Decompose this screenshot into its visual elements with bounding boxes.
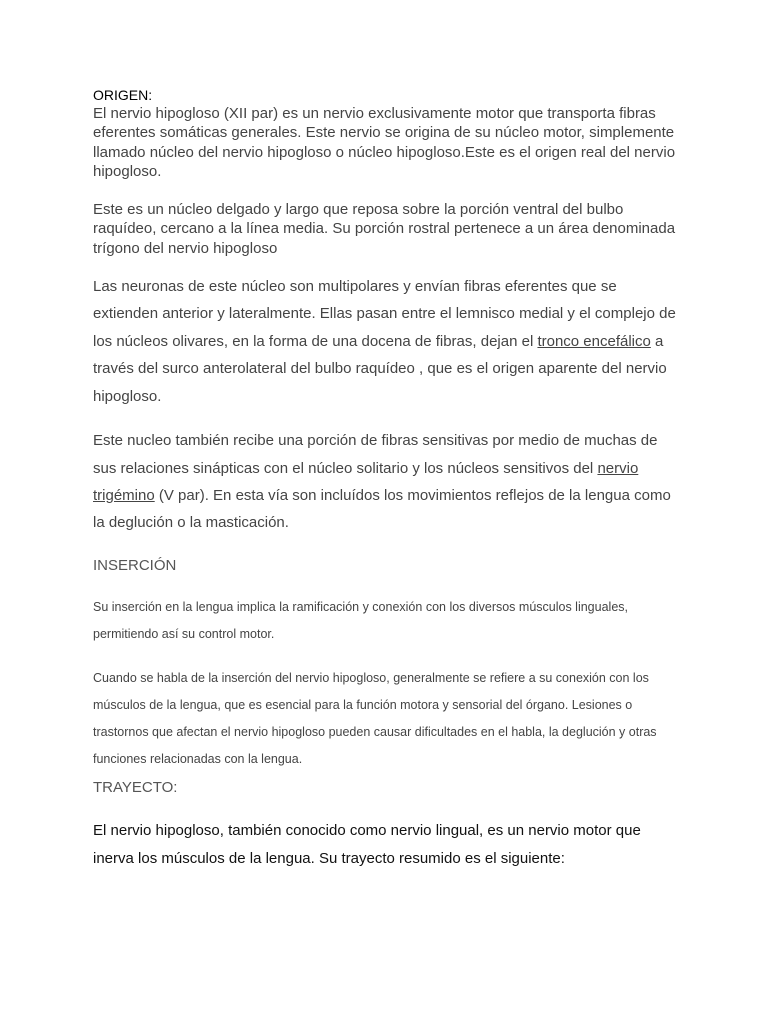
- origen-paragraph-4-text-b: (V par). En esta vía son incluídos los movimientos reflejos de la lengua como la deglución o la masticación.: [93, 486, 671, 532]
- nervio-trigemino-link[interactable]: nervio trigémino: [93, 459, 639, 504]
- tronco-encefalico-link[interactable]: tronco encefálico: [537, 332, 651, 350]
- insercion-paragraph-1: Su inserción en la lengua implica la ramificación y conexión con los diversos músculos linguales, permitiendo así su control motor.: [93, 599, 628, 641]
- origen-paragraph-1: El nervio hipogloso (XII par) es un nervio exclusivamente motor que transporta fibras eferentes somáticas generales. Este nervio se origina de su núcleo motor, simplemente llamado núcleo del nervio hipogloso o núcleo hipogloso.Este es el origen real del nervio hipogloso.: [93, 105, 676, 180]
- origen-paragraph-4: [93, 427, 683, 537]
- origen-paragraph-3-text-b: a través del surco anterolateral del bulbo raquídeo , que es el origen aparente del nervio hipogloso.: [93, 332, 667, 405]
- origen-paragraph-3-text-a: Las neuronas de este núcleo son multipolares y envían fibras eferentes que se extienden anterior y lateralmente. Ellas pasan entre el lemnisco medial y el complejo de los núcleos olivares, en la forma de una docena de fibras, dejan el: [93, 278, 676, 350]
- document-page: [93, 86, 683, 874]
- origen-paragraph-3: [93, 273, 683, 410]
- insercion-paragraph-2: Cuando se habla de la inserción del nervio hipogloso, generalmente se refiere a su conexión con los músculos de la lengua, que es esencial para la función motora y sensorial del órgano. Lesiones o trastornos que afectan el nervio hipogloso pueden causar dificultades en el habla, la deglución y otras funciones relacionadas con la lengua.: [93, 671, 657, 766]
- trayecto-paragraph-1: El nervio hipogloso, también conocido como nervio lingual, es un nervio motor que inerva los músculos de la lengua. Su trayecto resumido es el siguiente:: [93, 821, 641, 868]
- origen-paragraph-2: Este es un núcleo delgado y largo que reposa sobre la porción ventral del bulbo raquídeo, cercano a la línea media. Su porción rostral pertenece a un área denominada trígono del nervio hipogloso: [93, 201, 676, 257]
- section-heading-insercion: INSERCIÓN: [93, 556, 177, 574]
- section-heading-trayecto: TRAYECTO:: [93, 778, 178, 796]
- origen-paragraph-4-text-a: Este nucleo también recibe una porción de fibras sensitivas por medio de muchas de sus relaciones sinápticas con el núcleo solitario y los núcleos sensitivos del: [93, 432, 658, 477]
- section-heading-origen: ORIGEN:: [93, 87, 153, 103]
